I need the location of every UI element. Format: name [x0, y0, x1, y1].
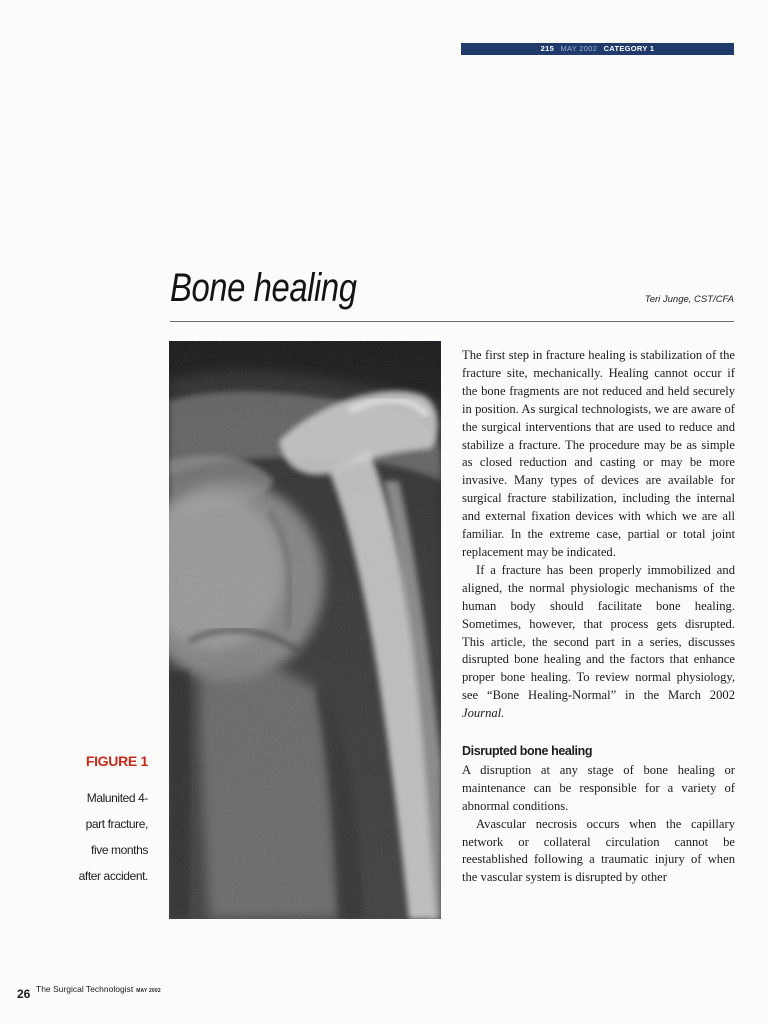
article-title: Bone healing	[170, 266, 357, 310]
body-paragraph: A disruption at any stage of bone healing or maintenance can be responsible for a variety of abnormal conditions.	[462, 762, 735, 813]
body-paragraph: The first step in fracture healing is stabilization of the fracture site, mechanically. Healing cannot occur if the bone fragments are not reduced and held securely in position. As surgical technologists, we are aware of the surgical interventions that are used to reduce and stabilize a fracture. The procedure may be as simple as closed reduction and casting or may be more invasive. Many types of devices are available for surgical fracture stabilization, including the internal and external fixation devices with which we are all familiar. In the extreme case, partial or total joint replacement may be indicated.	[462, 348, 735, 559]
page-number: 26	[17, 987, 31, 1001]
article-author: Teri Junge, CST/CFA	[644, 294, 734, 305]
issue-category: CATEGORY 1	[603, 44, 655, 53]
figure-caption	[40, 753, 148, 889]
footer-publication	[36, 984, 161, 994]
shoulder-xray-illustration	[169, 341, 441, 919]
issue-date: MAY 2002	[560, 44, 598, 53]
caption-line: part fracture,	[85, 817, 148, 831]
article-body	[462, 347, 735, 887]
body-paragraph-text: If a fracture has been properly immobilized and aligned, the normal physiologic mechanisms of the human body should facilitate bone healing. Sometimes, however, that process gets disrupted. This article, the second part in a series, discusses disrupted bone healing and the factors that enhance proper bone healing. To review normal physiology, see “Bone Healing-Normal” in the March 2002	[462, 562, 735, 703]
body-paragraph	[462, 562, 735, 723]
publication-name: The Surgical Technologist	[36, 984, 134, 994]
title-divider	[170, 321, 734, 322]
footer-date: MAY 2002	[136, 988, 161, 994]
journal-reference: Journal.	[462, 706, 505, 721]
caption-line: Malunited 4-	[86, 791, 148, 805]
section-heading: Disrupted bone healing	[462, 744, 593, 759]
figure-xray-image	[169, 341, 441, 919]
issue-header-bar	[461, 43, 734, 55]
issue-number: 215	[540, 44, 555, 53]
body-paragraph: Avascular necrosis occurs when the capillary network or collateral circulation cannot be reestablished following a traumatic injury of when the vascular system is disrupted by other	[462, 816, 735, 885]
figure-label: FIGURE 1	[85, 753, 148, 769]
caption-line: after accident.	[78, 869, 148, 883]
caption-line: five months	[91, 843, 148, 857]
